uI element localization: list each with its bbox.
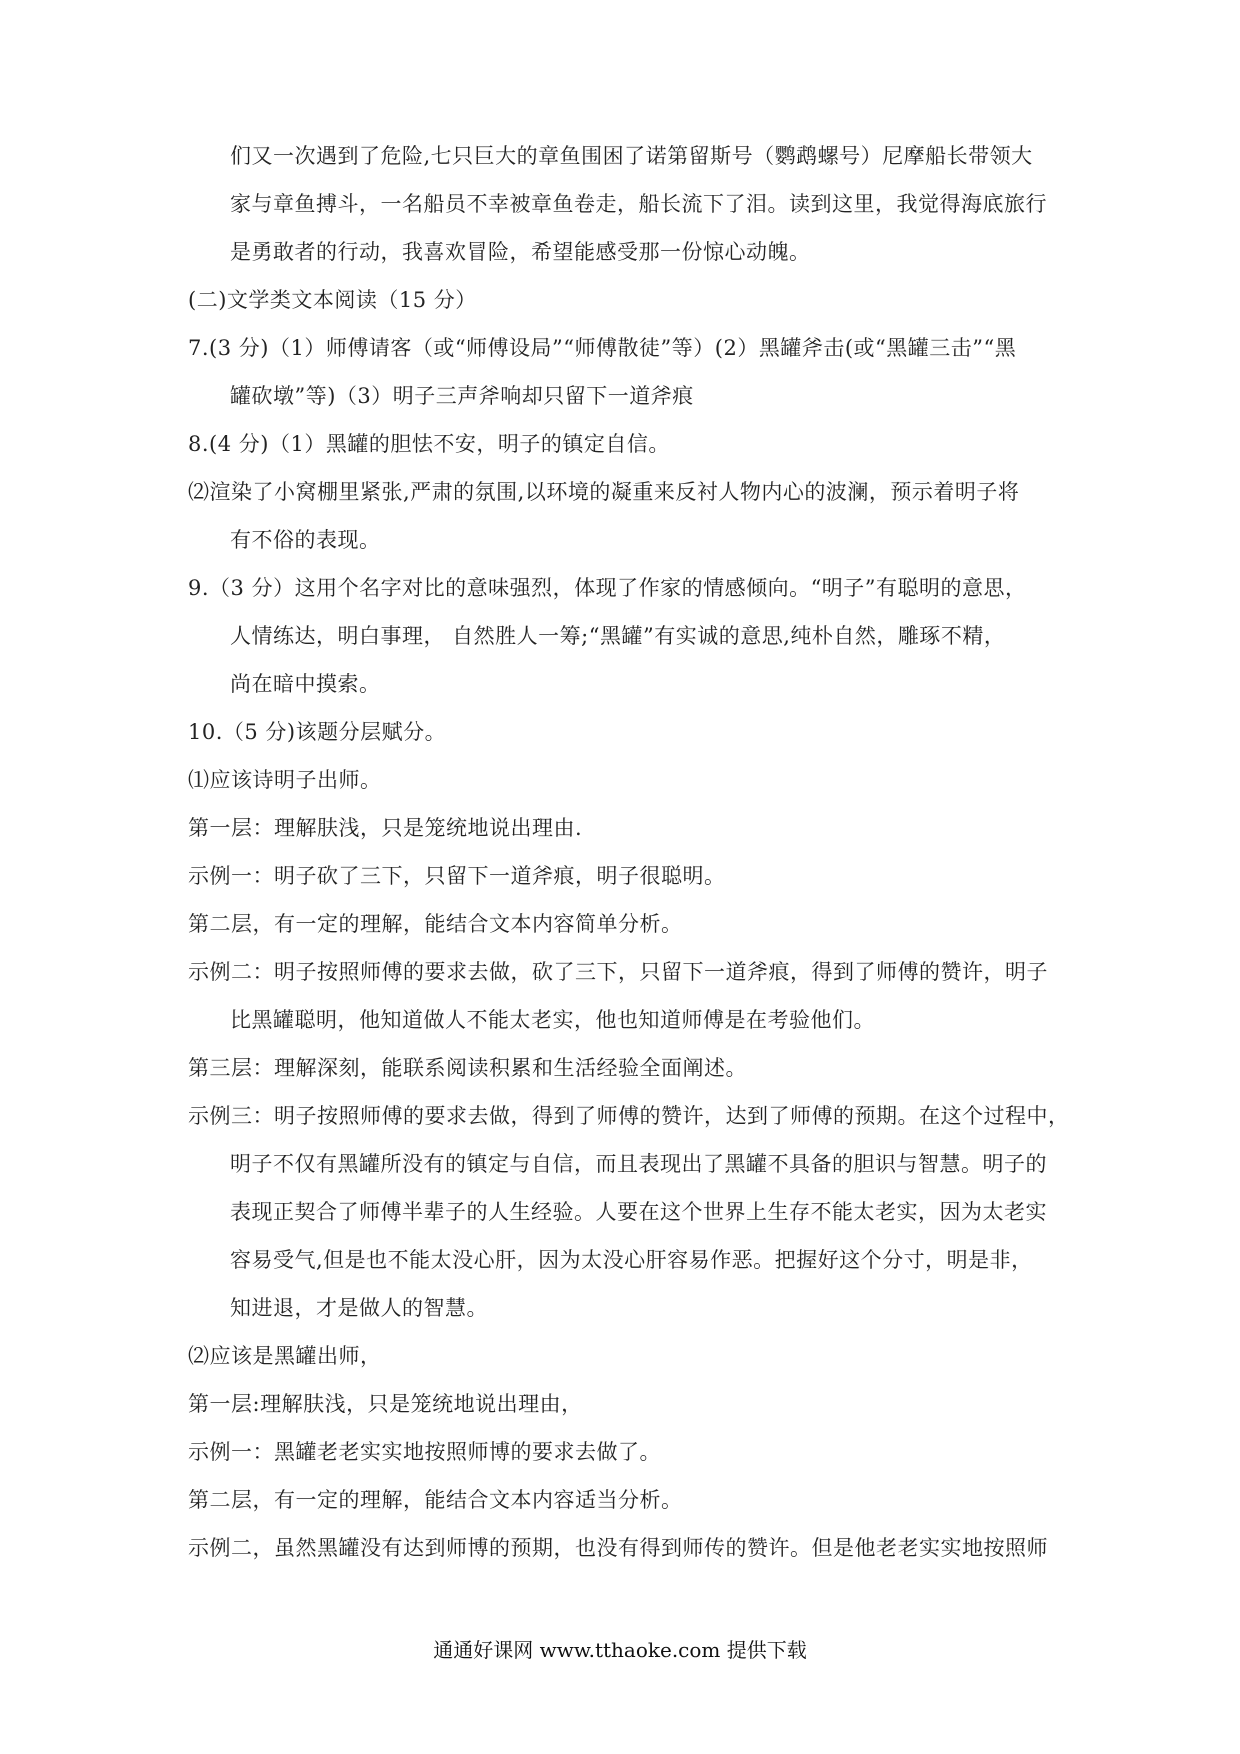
question-8-answer: 8.(4 分)（1）黑罐的胆怯不安，明子的镇定自信。 — [188, 432, 670, 456]
page-footer: 通通好课网 www.tthaoke.com 提供下载 — [433, 1638, 807, 1662]
section-heading: (二)文学类文本阅读（15 分） — [188, 288, 477, 312]
text-line: 有不俗的表现。 — [230, 528, 381, 552]
text-line: 示例二：明子按照师傅的要求去做，砍了三下，只留下一道斧痕，得到了师傅的赞许，明子 — [188, 960, 1048, 984]
text-line: 罐砍墩”等)（3）明子三声斧响却只留下一道斧痕 — [230, 384, 694, 408]
question-9-answer: 9.（3 分）这用个名字对比的意味强烈，体现了作家的情感倾向。“明子”有聪明的意思， — [188, 576, 1027, 600]
text-line: ⑵应该是黑罐出师， — [188, 1344, 382, 1368]
text-line: 明子不仅有黑罐所没有的镇定与自信，而且表现出了黑罐不具备的胆识与智慧。明子的 — [230, 1152, 1047, 1176]
text-line: 示例一：黑罐老老实实地按照师博的要求去做了。 — [188, 1440, 661, 1464]
text-line: 人情练达，明白事理， 自然胜人一筹;“黑罐”有实诚的意思,纯朴自然，雕琢不精， — [230, 624, 1006, 648]
answer-text-block — [188, 132, 1068, 1572]
text-line: 知进退，才是做人的智慧。 — [230, 1296, 488, 1320]
text-line: 第二层，有一定的理解，能结合文本内容简单分析。 — [188, 912, 683, 936]
text-line: 家与章鱼搏斗，一名船员不幸被章鱼卷走，船长流下了泪。读到这里，我觉得海底旅行 — [230, 192, 1047, 216]
text-line: ⑵渲染了小窝棚里紧张,严肃的氛围,以环境的凝重来反衬人物内心的波澜，预示着明子将 — [188, 480, 1020, 504]
text-line: 第三层：理解深刻，能联系阅读积累和生活经验全面阐述。 — [188, 1056, 747, 1080]
text-line: 第二层，有一定的理解，能结合文本内容适当分析。 — [188, 1488, 683, 1512]
text-line: 示例二，虽然黑罐没有达到师博的预期，也没有得到师传的赞许。但是他老老实实地按照师 — [188, 1536, 1048, 1560]
question-10-answer: 10.（5 分)该题分层赋分。 — [188, 720, 447, 744]
text-line: 第一层:理解肤浅，只是笼统地说出理由， — [188, 1392, 583, 1416]
text-line: 示例一：明子砍了三下，只留下一道斧痕，明子很聪明。 — [188, 864, 726, 888]
text-line: 是勇敢者的行动，我喜欢冒险，希望能感受那一份惊心动魄。 — [230, 240, 811, 264]
text-line: 尚在暗中摸索。 — [230, 672, 381, 696]
text-line: 容易受气,但是也不能太没心肝，因为太没心肝容易作恶。把握好这个分寸，明是非， — [230, 1248, 1033, 1272]
text-line: ⑴应该诗明子出师。 — [188, 768, 382, 792]
question-7-answer: 7.(3 分)（1）师傅请客（或“师傅设局”“师傅散徒”等）(2）黑罐斧击(或“黑罐三击”“黑 — [188, 336, 1017, 360]
text-line: 第一层：理解肤浅，只是笼统地说出理由. — [188, 816, 583, 840]
text-line: 比黑罐聪明，他知道做人不能太老实，他也知道师傅是在考验他们。 — [230, 1008, 875, 1032]
text-line: 们又一次遇到了危险,七只巨大的章鱼围困了诺第留斯号（鹦鹉螺号）尼摩船长带领大 — [230, 144, 1033, 168]
text-line: 表现正契合了师傅半辈子的人生经验。人要在这个世界上生存不能太老实，因为太老实 — [230, 1200, 1047, 1224]
text-line: 示例三：明子按照师傅的要求去做，得到了师傅的赞许，达到了师傅的预期。在这个过程中， — [188, 1104, 1070, 1128]
